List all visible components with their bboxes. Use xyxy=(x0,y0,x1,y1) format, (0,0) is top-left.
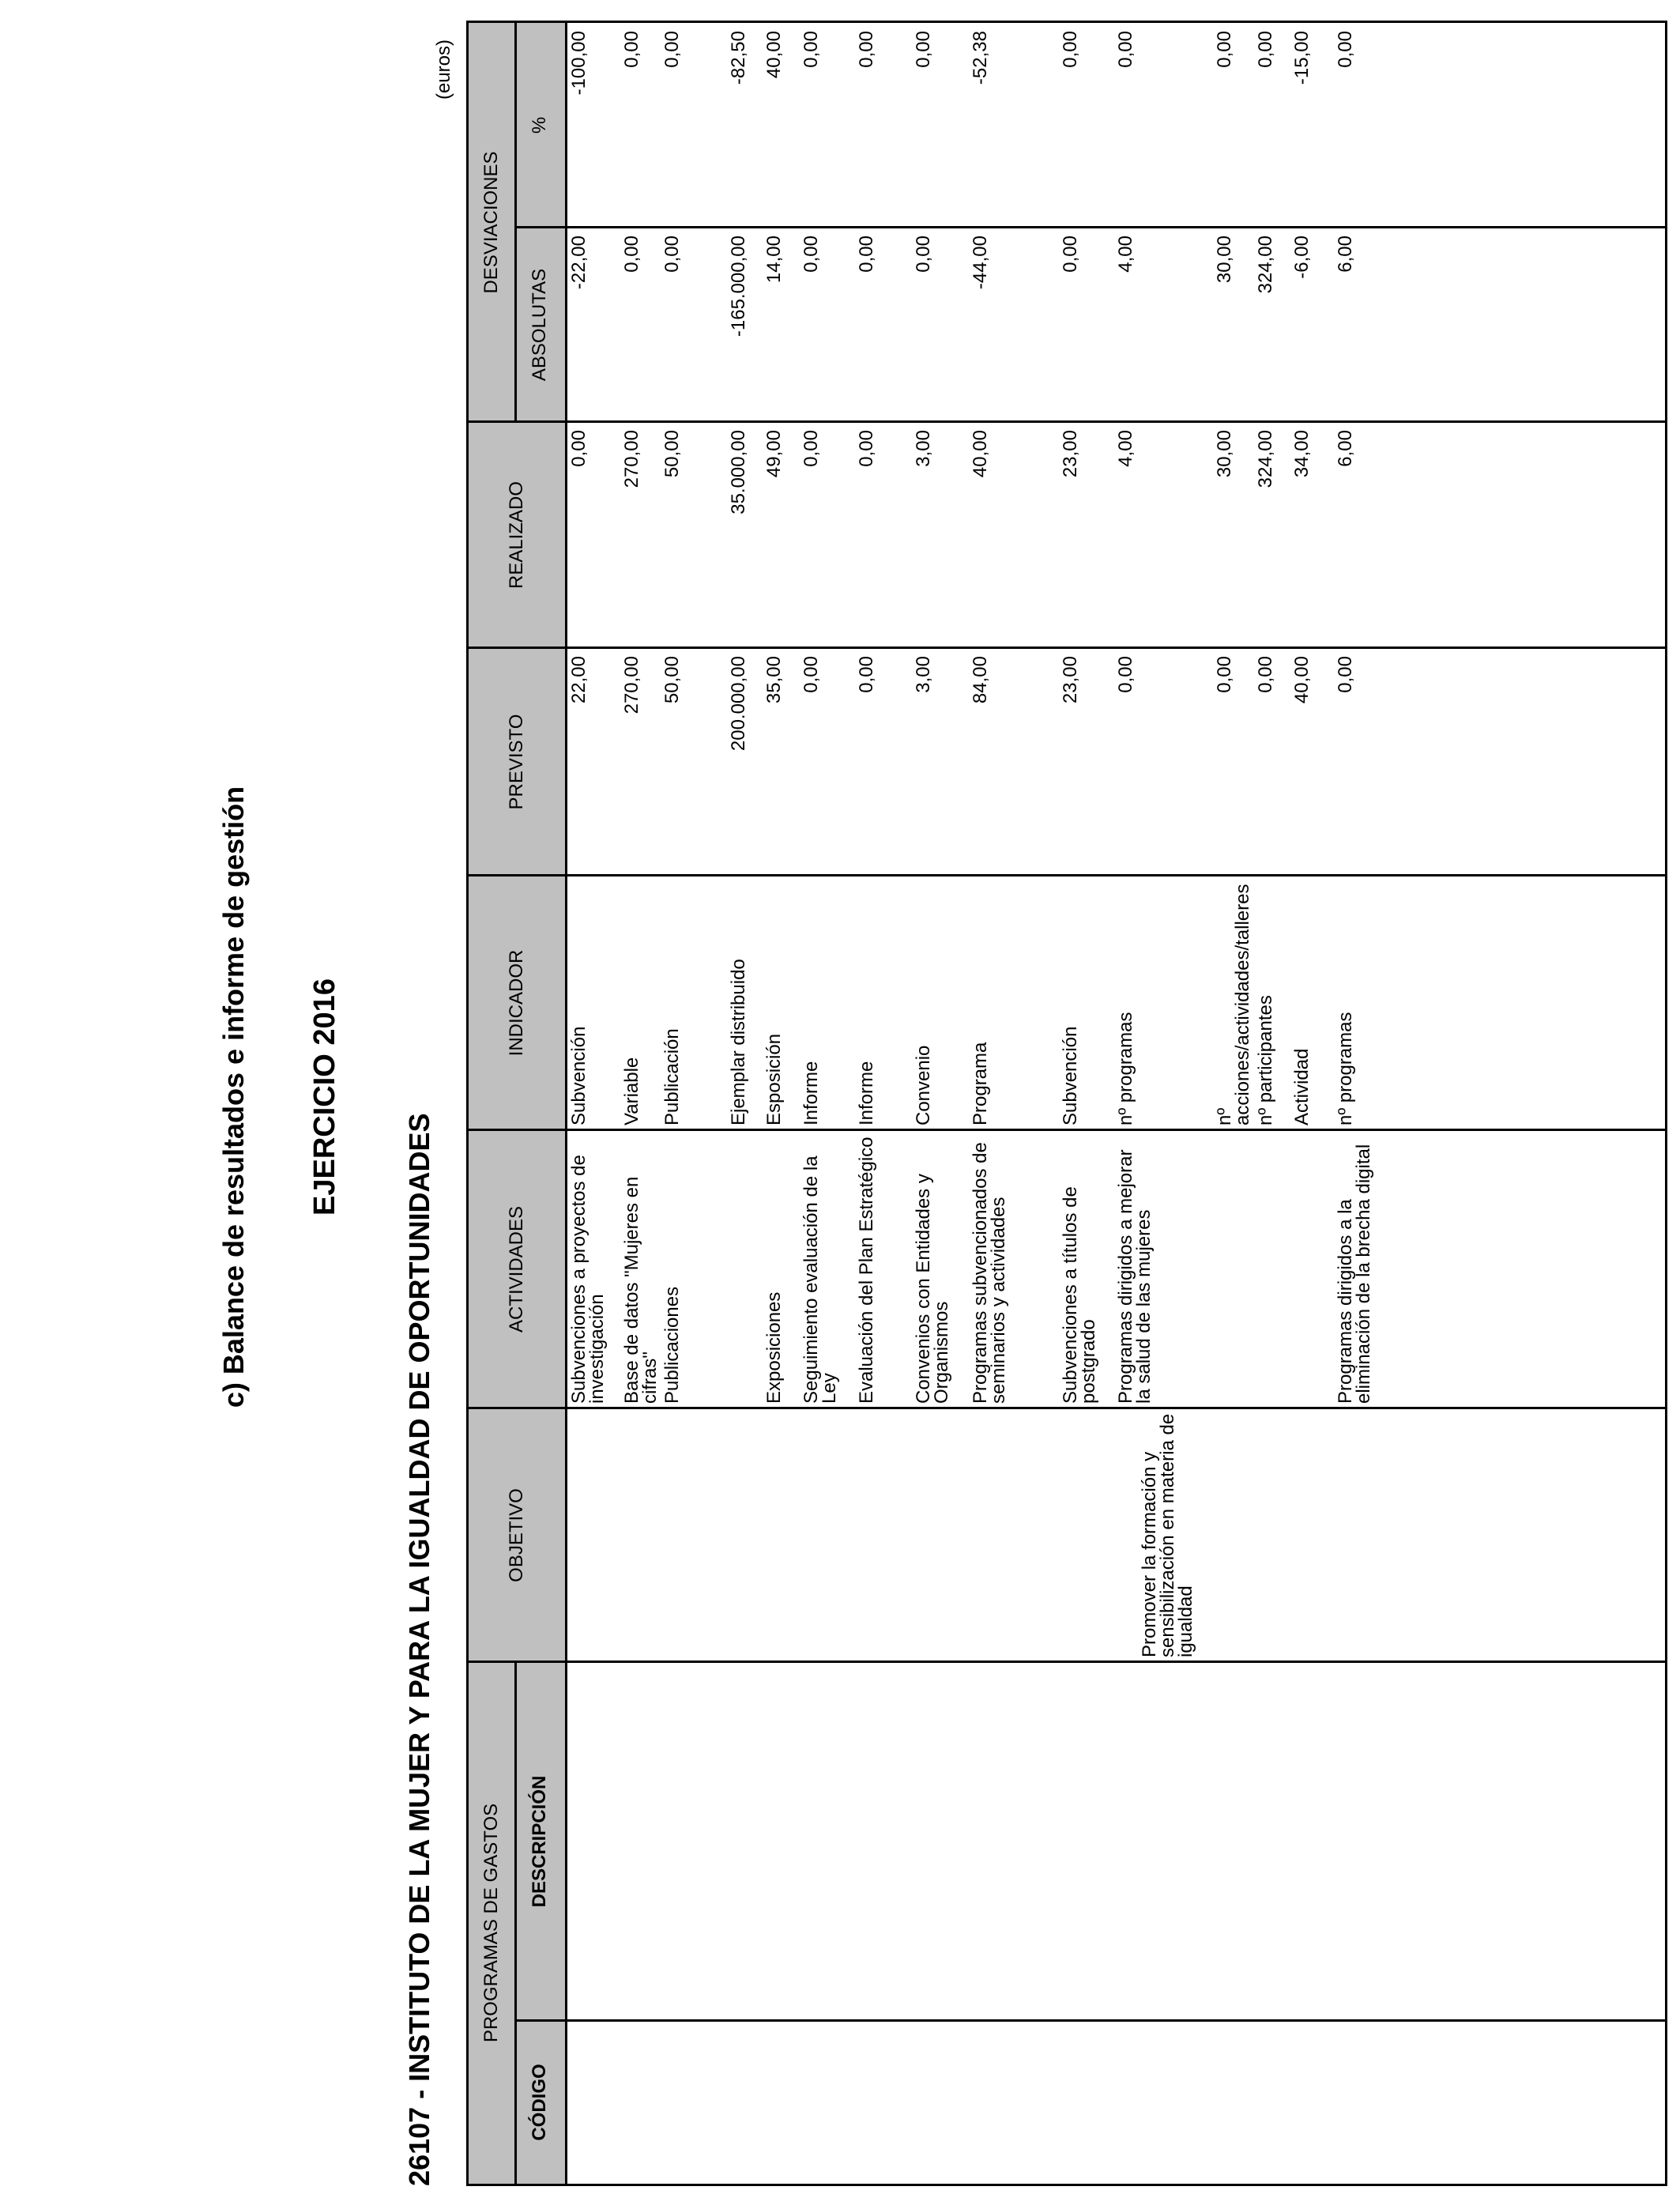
realizado-value: 50,00 xyxy=(661,430,683,478)
activity-cell: Publicaciones xyxy=(661,1286,683,1404)
header-bottom-rule xyxy=(565,23,567,2184)
realizado-value: 3,00 xyxy=(913,430,934,467)
header-actividades: ACTIVIDADES xyxy=(506,1205,527,1333)
indicator-cell: nº acciones/actividades/talleres xyxy=(1214,884,1253,1125)
activity-cell: Evaluación del Plan Estratégico xyxy=(856,1137,877,1404)
indicator-cell: Subvención xyxy=(568,1026,590,1125)
indicator-cell: Variable xyxy=(621,1057,642,1125)
header-objetivo: OBJETIVO xyxy=(506,1488,527,1582)
column-rule xyxy=(469,874,1665,876)
header-descripcion: DESCRIPCIÓN xyxy=(529,1775,550,1908)
header-absolutas: ABSOLUTAS xyxy=(529,268,550,382)
indicator-cell: nº participantes xyxy=(1255,995,1276,1125)
header-codigo: CÓDIGO xyxy=(529,2064,550,2141)
previsto-value: 40,00 xyxy=(1291,656,1313,704)
realizado-value: 34,00 xyxy=(1291,430,1313,478)
column-rule xyxy=(514,2019,1665,2022)
previsto-value: 0,00 xyxy=(856,656,877,693)
indicator-cell: nº programas xyxy=(1115,1012,1136,1125)
realizado-value: 270,00 xyxy=(621,430,642,488)
previsto-value: 35,00 xyxy=(763,656,785,704)
indicator-cell: Informe xyxy=(856,1061,877,1125)
absolutas-value: 0,00 xyxy=(621,236,642,273)
porcentaje-value: 0,00 xyxy=(621,31,642,68)
absolutas-value: -165.000,00 xyxy=(728,236,749,337)
header-porcentaje: % xyxy=(529,116,550,134)
activity-cell: Exposiciones xyxy=(763,1291,785,1404)
realizado-value: 30,00 xyxy=(1214,430,1235,478)
absolutas-value: -44,00 xyxy=(970,236,991,290)
realizado-value: 0,00 xyxy=(856,430,877,467)
realizado-value: 0,00 xyxy=(568,430,590,467)
indicator-cell: Subvención xyxy=(1060,1026,1081,1125)
porcentaje-value: 0,00 xyxy=(1115,31,1136,68)
indicator-cell: Convenio xyxy=(913,1045,934,1125)
absolutas-value: 324,00 xyxy=(1255,236,1276,294)
previsto-value: 0,00 xyxy=(1335,656,1356,693)
header-previsto: PREVISTO xyxy=(506,714,527,810)
previsto-value: 270,00 xyxy=(621,656,642,714)
absolutas-value: 0,00 xyxy=(913,236,934,273)
absolutas-value: 30,00 xyxy=(1214,236,1235,284)
header-indicador: INDICADOR xyxy=(506,949,527,1057)
realizado-value: 6,00 xyxy=(1335,430,1356,467)
porcentaje-value: -52,38 xyxy=(970,31,991,85)
column-rule xyxy=(469,420,1665,423)
realizado-value: 324,00 xyxy=(1255,430,1276,488)
entity-title: 26107 - INSTITUTO DE LA MUJER Y PARA LA IGUALDAD DE OPORTUNIDADES xyxy=(403,1113,435,2186)
indicator-cell: Publicación xyxy=(661,1028,683,1125)
porcentaje-value: 0,00 xyxy=(1214,31,1235,68)
porcentaje-value: 0,00 xyxy=(856,31,877,68)
realizado-value: 4,00 xyxy=(1115,430,1136,467)
porcentaje-value: 0,00 xyxy=(800,31,822,68)
porcentaje-value: 0,00 xyxy=(913,31,934,68)
activity-cell: Seguimiento evaluación de la Ley xyxy=(800,1155,840,1404)
porcentaje-value: 0,00 xyxy=(1255,31,1276,68)
indicator-cell: Esposición xyxy=(763,1033,785,1125)
indicator-cell: Actividad xyxy=(1291,1048,1313,1125)
previsto-value: 50,00 xyxy=(661,656,683,704)
absolutas-value: 4,00 xyxy=(1115,236,1136,273)
indicator-cell: Programa xyxy=(970,1042,991,1125)
header-realizado: REALIZADO xyxy=(506,481,527,590)
absolutas-value: 0,00 xyxy=(661,236,683,273)
previsto-value: 3,00 xyxy=(913,656,934,693)
year-title: EJERCICIO 2016 xyxy=(308,978,341,1216)
realizado-value: 35.000,00 xyxy=(728,430,749,515)
porcentaje-value: -15,00 xyxy=(1291,31,1313,85)
realizado-value: 49,00 xyxy=(763,430,785,478)
column-rule xyxy=(469,1661,1665,1663)
absolutas-value: 0,00 xyxy=(1060,236,1081,273)
indicator-cell: Ejemplar distribuido xyxy=(728,959,749,1125)
porcentaje-value: -82,50 xyxy=(728,31,749,85)
porcentaje-value: -100,00 xyxy=(568,31,590,96)
absolutas-value: -22,00 xyxy=(568,236,590,290)
column-rule xyxy=(514,226,1665,228)
activity-cell: Subvenciones a títulos de postgrado xyxy=(1060,1186,1099,1404)
activity-cell: Programas subvencionados de seminarios y actividades xyxy=(970,1142,1009,1404)
activity-cell: Base de datos "Mujeres en cifras" xyxy=(621,1176,661,1404)
absolutas-value: 0,00 xyxy=(856,236,877,273)
absolutas-value: 14,00 xyxy=(763,236,785,284)
realizado-value: 40,00 xyxy=(970,430,991,478)
activity-cell: Convenios con Entidades y Organismos xyxy=(913,1174,952,1404)
activity-cell: Subvenciones a proyectos de investigación xyxy=(568,1155,608,1404)
realizado-value: 23,00 xyxy=(1060,430,1081,478)
absolutas-value: -6,00 xyxy=(1291,236,1313,279)
header-desviaciones: DESVIACIONES xyxy=(480,151,502,294)
units-label: (euros) xyxy=(433,39,454,100)
indicator-cell: Informe xyxy=(800,1061,822,1125)
section-title: c) Balance de resultados e informe de gestión xyxy=(217,786,250,1408)
indicator-cell: nº programas xyxy=(1335,1012,1356,1125)
activity-cell: Programas dirigidos a mejorar la salud de las mujeres xyxy=(1115,1149,1155,1404)
results-table xyxy=(466,21,1667,2186)
previsto-value: 200.000,00 xyxy=(728,656,749,752)
realizado-value: 0,00 xyxy=(800,430,822,467)
previsto-value: 22,00 xyxy=(568,656,590,704)
porcentaje-value: 40,00 xyxy=(763,31,785,79)
porcentaje-value: 0,00 xyxy=(1060,31,1081,68)
absolutas-value: 6,00 xyxy=(1335,236,1356,273)
previsto-value: 0,00 xyxy=(1255,656,1276,693)
column-rule xyxy=(469,1407,1665,1409)
previsto-value: 0,00 xyxy=(1214,656,1235,693)
previsto-value: 0,00 xyxy=(1115,656,1136,693)
porcentaje-value: 0,00 xyxy=(1335,31,1356,68)
previsto-value: 23,00 xyxy=(1060,656,1081,704)
porcentaje-value: 0,00 xyxy=(661,31,683,68)
header-programas: PROGRAMAS DE GASTOS xyxy=(480,1803,502,2043)
column-rule xyxy=(469,1129,1665,1131)
absolutas-value: 0,00 xyxy=(800,236,822,273)
activity-cell: Programas dirigidos a la eliminación de la brecha digital xyxy=(1335,1144,1374,1404)
previsto-value: 0,00 xyxy=(800,656,822,693)
objetivo-text: Promover la formación y sensibilización en materia de igualdad xyxy=(1139,1413,1196,1657)
column-rule xyxy=(469,647,1665,649)
previsto-value: 84,00 xyxy=(970,656,991,704)
